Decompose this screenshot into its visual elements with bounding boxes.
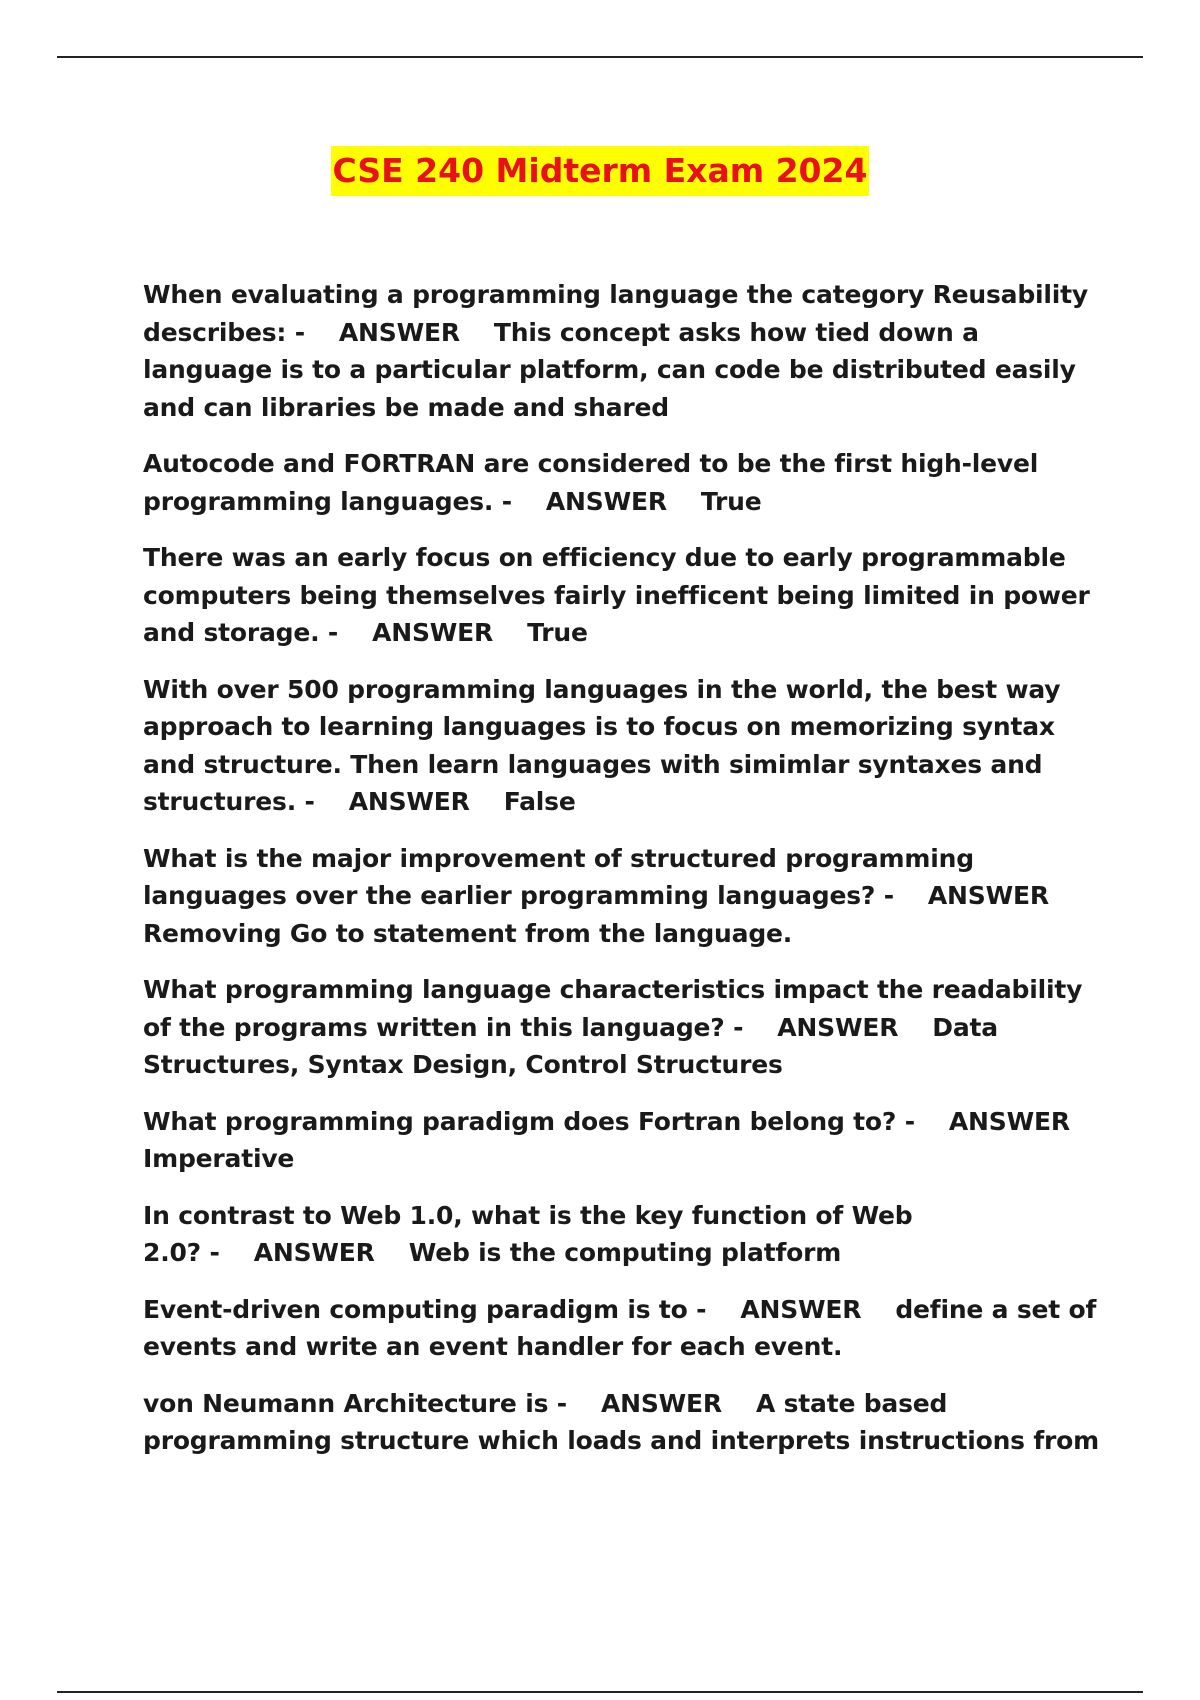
question-text: What programming paradigm does Fortran belong to? [143, 1106, 897, 1136]
answer-text: Imperative [143, 1144, 295, 1173]
question-text: Autocode and FORTRAN are considered to be the first high-level programming languages. [143, 449, 1047, 516]
qa-item [143, 671, 1103, 821]
answer-label: ANSWER [927, 881, 1049, 910]
qa-item [143, 971, 1103, 1084]
page-title: CSE 240 Midterm Exam 2024 [331, 146, 870, 196]
answer-label: ANSWER [777, 1012, 899, 1042]
question-separator: - [896, 1106, 949, 1136]
answer-text: Data Structures, Syntax Design, Control Structures [143, 1012, 1007, 1079]
answer-text: define a set of events and write an event handler for each event. [143, 1294, 1105, 1361]
answer-text: Removing Go to statement from the language. [143, 918, 793, 948]
answer-text: False [503, 787, 576, 816]
question-text: What is the major improvement of structured programming languages over the earlier programming languages? [143, 843, 983, 910]
question-separator: - [493, 486, 546, 516]
answer-text: This concept asks how tied down a language is to a particular platform, can code be distributed easily and can libraries be made and shared [143, 317, 1085, 422]
question-text: von Neumann Architecture is [143, 1388, 549, 1418]
top-rule [57, 56, 1143, 58]
question-text: There was an early focus on efficiency due to early programmable computers being themselves fairly inefficent being limited in power and storage. [143, 543, 1099, 647]
answer-text: True [700, 486, 762, 516]
answer-text: Web is the computing platform [408, 1238, 842, 1267]
qa-item [143, 1103, 1103, 1178]
answer-label: ANSWER [545, 486, 667, 516]
question-text: What programming language characteristics impact the readability of the programs written in this language? [143, 975, 1091, 1042]
answer-label: ANSWER [338, 317, 460, 347]
answer-label: ANSWER [348, 787, 470, 816]
question-text: In contrast to Web 1.0, what is the key function of Web 2.0? [143, 1200, 922, 1267]
question-text: Event-driven computing paradigm is to [143, 1294, 688, 1324]
question-text: When evaluating a programming language the category Reusability describes: [143, 280, 1097, 347]
qa-item [143, 445, 1103, 520]
question-separator: - [296, 787, 349, 816]
qa-item [143, 539, 1103, 652]
qa-item [143, 1385, 1103, 1460]
question-separator: - [875, 881, 928, 910]
qa-list [143, 276, 1103, 1479]
question-separator: - [687, 1294, 741, 1324]
answer-text: A state based programming structure which loads and interprets instructions from [143, 1388, 1099, 1455]
answer-label: ANSWER [600, 1388, 722, 1418]
question-separator: - [201, 1238, 254, 1267]
question-separator: - [286, 317, 339, 347]
bottom-rule [57, 1691, 1143, 1693]
question-text: With over 500 programming languages in the world, the best way approach to learning languages is to focus on memorizing syntax and structure. Then learn languages with simimlar syntaxes and structures. [143, 674, 1069, 816]
answer-label: ANSWER [372, 618, 494, 647]
qa-item [143, 276, 1103, 426]
answer-label: ANSWER [253, 1238, 375, 1267]
answer-text: True [527, 618, 588, 647]
qa-item [143, 840, 1103, 953]
question-separator: - [724, 1012, 778, 1042]
question-separator: - [548, 1388, 601, 1418]
qa-item [143, 1197, 1103, 1272]
title-container [0, 146, 1200, 196]
question-separator: - [319, 618, 373, 647]
answer-label: ANSWER [740, 1294, 862, 1324]
answer-label: ANSWER [948, 1106, 1070, 1136]
qa-item [143, 1291, 1103, 1366]
